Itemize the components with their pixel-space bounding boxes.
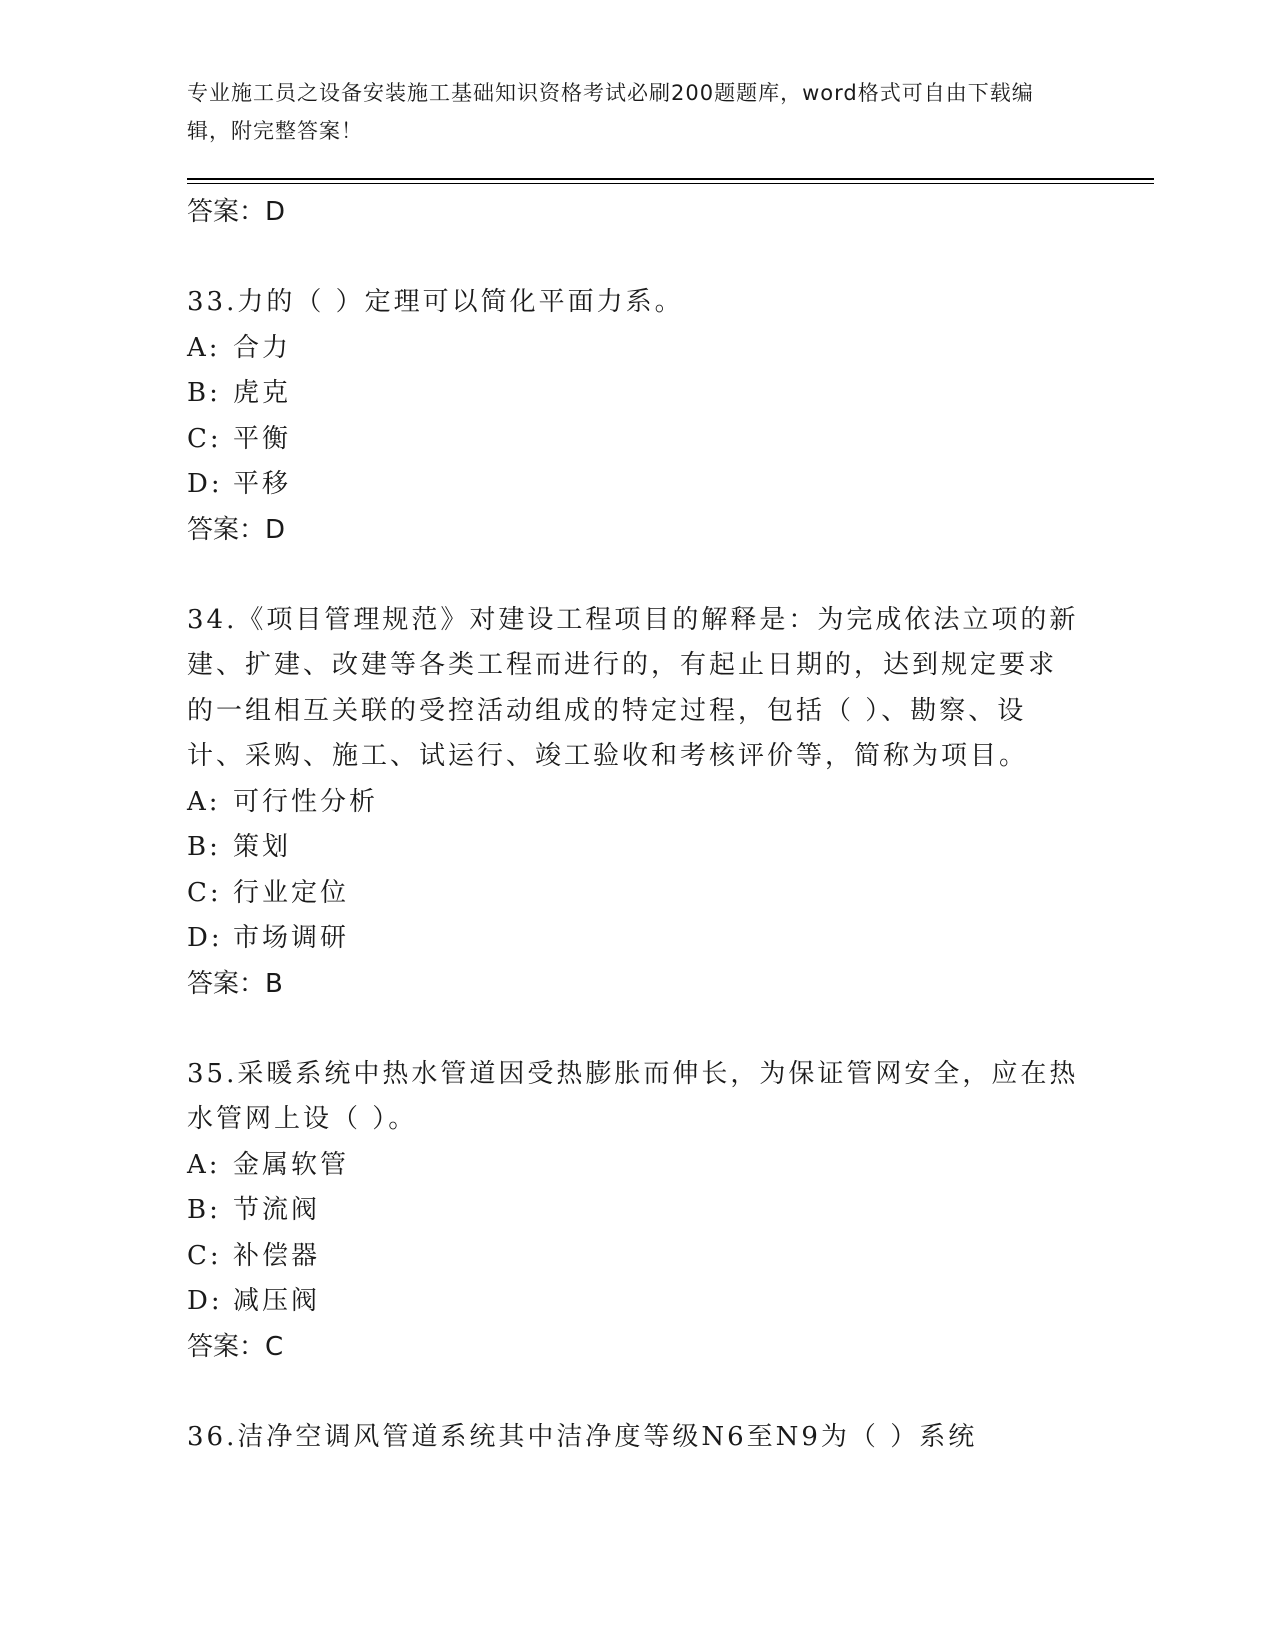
option-letter: A: [187,786,221,817]
option-c [187,1234,1087,1280]
option-letter: B: [187,832,221,862]
option-letter: A: [187,1149,221,1180]
question-text: 34.《项目管理规范》对建设工程项目的解释是：为完成依法立项的新建、扩建、改建等各类工程而进行的，有起止日期的，达到规定要求的一组相互关联的受控活动组成的特定过程，包括（ ）、勘察、设计、采购、施工、试运行、竣工验收和考核评价等，简称为项目。 [187,604,1079,771]
question-36 [187,1415,1087,1461]
option-c [187,871,1087,917]
option-a [187,326,1087,372]
question-33 [187,280,1087,552]
question-text: 33.力的（ ）定理可以简化平面力系。 [187,287,684,317]
option-text: 平衡 [233,423,292,454]
option-text: 虎克 [233,378,292,408]
option-text: 减压阀 [233,1286,321,1316]
question-text: 35.采暖系统中热水管道因受热膨胀而伸长，为保证管网安全，应在热水管网上设（ ）。 [187,1058,1079,1134]
answer: 答案：B [187,968,283,999]
option-a [187,780,1087,826]
option-text: 平移 [233,469,292,499]
option-b [187,371,1087,417]
question-34 [187,598,1087,1006]
option-a [187,1143,1087,1189]
option-c [187,417,1087,463]
option-text: 节流阀 [233,1195,321,1225]
option-letter: A: [187,332,221,363]
option-b [187,1188,1087,1234]
option-text: 金属软管 [233,1149,350,1180]
option-letter: C: [187,877,222,908]
option-text: 合力 [233,332,292,363]
option-letter: C: [187,423,222,454]
option-text: 补偿器 [233,1240,321,1271]
option-d [187,916,1087,962]
option-b [187,825,1087,871]
header-intro-text: 专业施工员之设备安装施工基础知识资格考试必刷200题题库，word格式可自由下载编辑，附完整答案！ [187,81,1034,143]
document-body [187,190,1087,1460]
question-text: 36.洁净空调风管道系统其中洁净度等级N6至N9为（ ）系统 [187,1421,978,1452]
header-rule-thin [187,183,1154,184]
header-rule-thick [187,178,1154,180]
option-letter: B: [187,378,221,408]
answer: 答案：C [187,1331,284,1362]
option-text: 行业定位 [233,877,350,908]
document-header [187,74,1067,150]
previous-answer: 答案：D [187,197,286,227]
option-letter: D: [187,923,223,953]
option-letter: B: [187,1195,221,1225]
option-letter: D: [187,1286,223,1316]
option-d [187,462,1087,508]
option-text: 策划 [233,832,292,862]
question-35 [187,1052,1087,1369]
option-letter: D: [187,469,223,499]
option-d [187,1279,1087,1325]
option-text: 市场调研 [233,923,350,953]
answer: 答案：D [187,514,286,545]
option-text: 可行性分析 [233,786,379,817]
option-letter: C: [187,1240,222,1271]
